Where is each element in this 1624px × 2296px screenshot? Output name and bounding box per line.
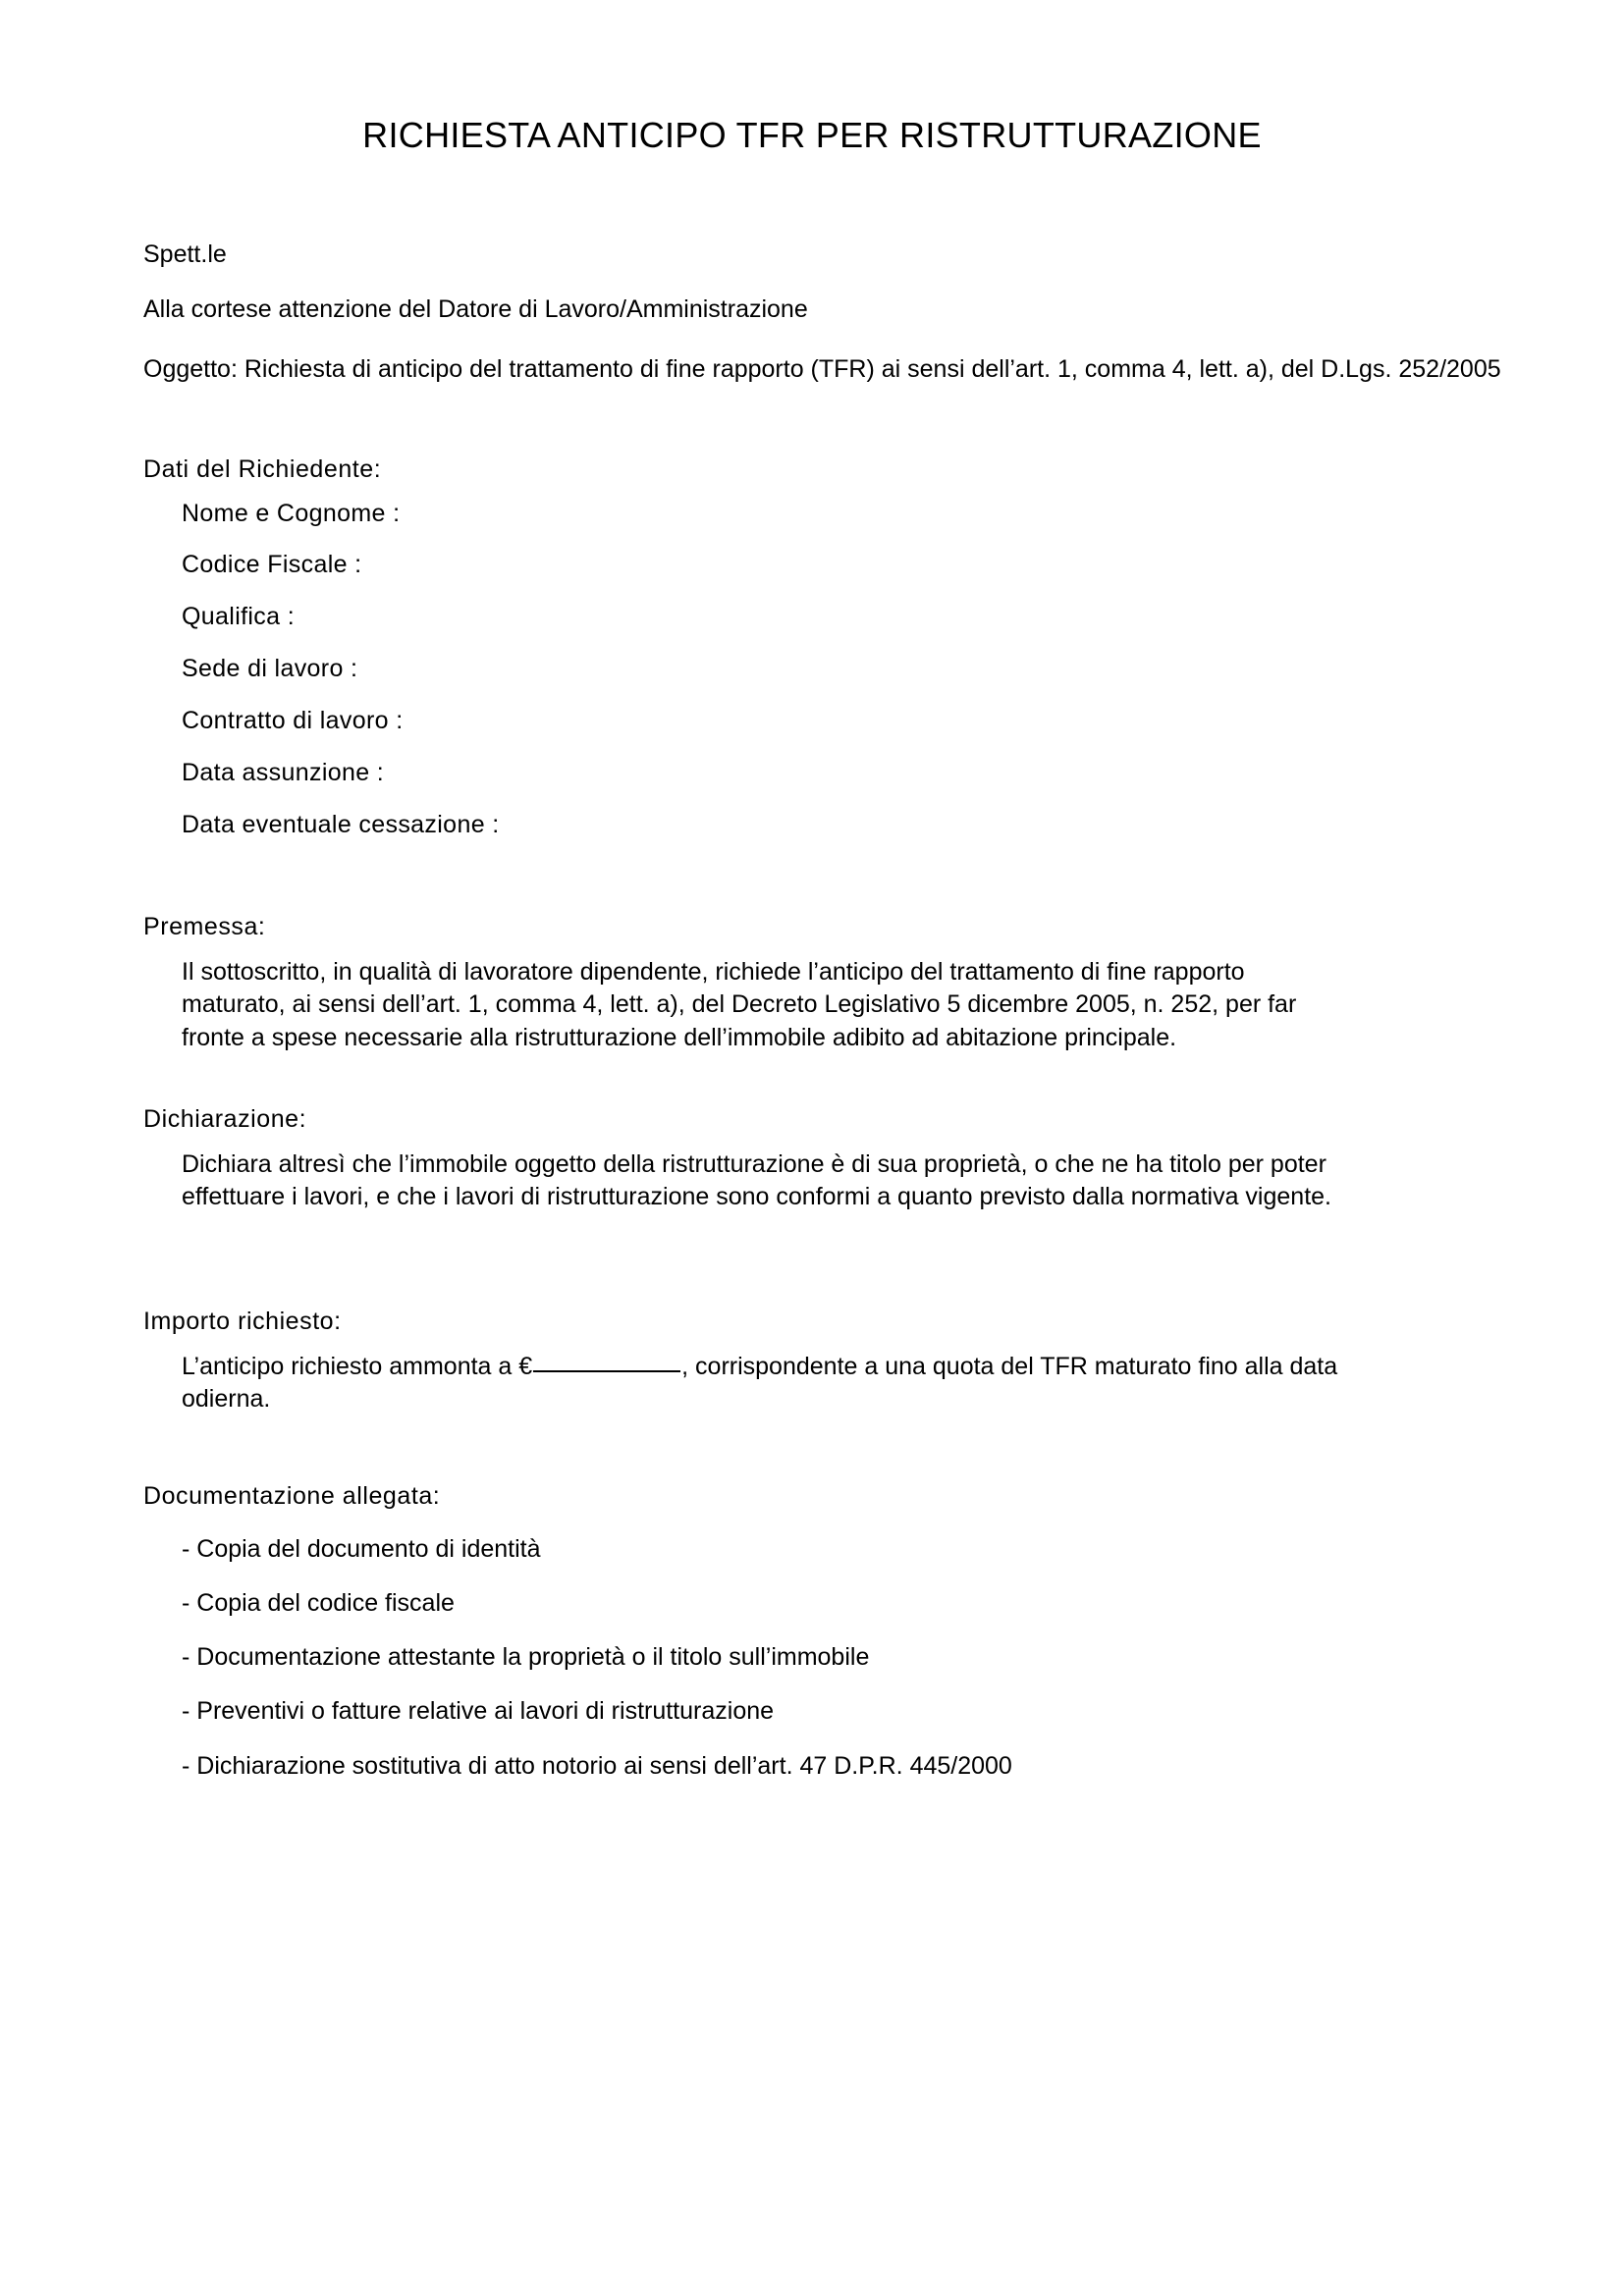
attachment-item-tax-code: - Copia del codice fiscale [182,1589,455,1617]
attachments-section-heading: Documentazione allegata: [143,1482,441,1510]
attachment-item-property-proof: - Documentazione attestante la proprietà o il titolo sull’immobile [182,1643,870,1671]
attachment-item-quotes-invoices: - Preventivi o fatture relative ai lavori di ristrutturazione [182,1697,775,1725]
field-sede-di-lavoro[interactable]: Sede di lavoro : [182,655,358,682]
attachment-item-substitutive-declaration: - Dichiarazione sostitutiva di atto notorio ai sensi dell’art. 47 D.P.R. 445/2000 [182,1752,1012,1780]
field-data-assunzione[interactable]: Data assunzione : [182,759,385,786]
field-nome-e-cognome[interactable]: Nome e Cognome : [182,500,401,527]
amount-paragraph [182,1351,1389,1416]
field-contratto-di-lavoro[interactable]: Contratto di lavoro : [182,707,404,734]
page-title: RICHIESTA ANTICIPO TFR PER RISTRUTTURAZIONE [362,115,1262,155]
field-qualifica[interactable]: Qualifica : [182,603,296,630]
attachment-item-identity-document: - Copia del documento di identità [182,1535,541,1563]
field-codice-fiscale[interactable]: Codice Fiscale : [182,551,362,578]
amount-text-before: L’anticipo richiesto ammonta a € [182,1353,533,1380]
declaration-paragraph: Dichiara altresì che l’immobile oggetto della ristrutturazione è di sua proprietà, o che ne ha titolo per poter effettuare i lavori, e che i lavori di ristrutturazione sono conformi a quanto previsto dalla normativa vigente. [182,1150,1331,1211]
field-data-eventuale-cessazione[interactable]: Data eventuale cessazione : [182,811,500,838]
applicant-section-heading: Dati del Richiedente: [143,455,382,483]
amount-blank-field[interactable] [533,1369,680,1372]
premise-section-heading: Premessa: [143,913,266,940]
attention-line: Alla cortese attenzione del Datore di Lavoro/Amministrazione [143,295,808,323]
amount-text-after: , corrispondente a una quota del TFR maturato fino alla data odierna. [182,1353,1338,1414]
subject-line: Oggetto: Richiesta di anticipo del trattamento di fine rapporto (TFR) ai sensi dell’art. 1, comma 4, lett. a), del D.Lgs. 252/2005 [143,355,1501,383]
declaration-section-heading: Dichiarazione: [143,1105,307,1133]
amount-section-heading: Importo richiesto: [143,1308,342,1335]
salutation-line: Spett.le [143,240,227,268]
premise-paragraph: Il sottoscritto, in qualità di lavoratore dipendente, richiede l’anticipo del trattamento di fine rapporto maturato, ai sensi dell’art. 1, comma 4, lett. a), del Decreto Legislativo 5 dicembre 2005, n. 252, per far fronte a spese necessarie alla ristrutturazione dell’immobile adibito ad abitazione principale. [182,958,1297,1051]
